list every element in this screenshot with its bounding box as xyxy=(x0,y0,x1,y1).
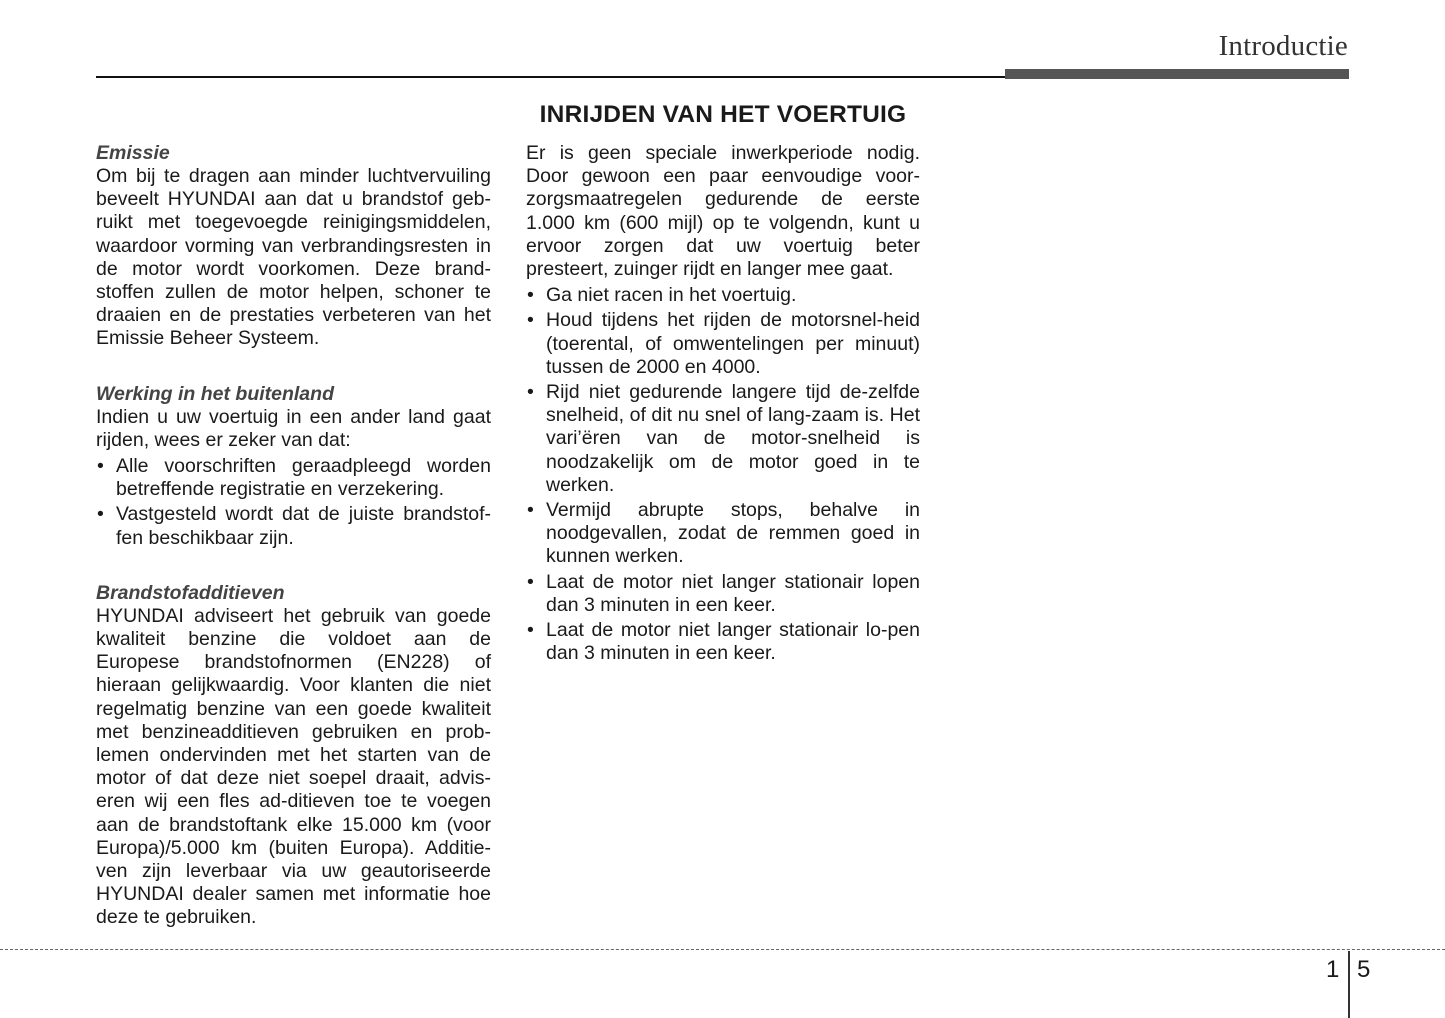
header-accent-bar xyxy=(1005,69,1349,79)
footer-page-divider xyxy=(1348,951,1350,1018)
list-item: • Houd tijdens het rijden de motorsnel-heid (toerental, of omwentelingen per minuut) tussen de 2000 en 4000. xyxy=(526,309,920,379)
section-paragraph-emissie: Om bij te dragen aan minder luchtvervuiling beveelt HYUNDAI aan dat u brandstof geb-ruikt met toegevoegde reinigingsmiddelen, waardoor vorming van verbrandingsresten in de motor wordt voorkomen. Deze brand-stoffen zullen de motor helpen, schoner te draaien en de prestaties verbeteren van het Emissie Beheer Systeem. xyxy=(96,165,491,350)
footer-dashed-rule xyxy=(0,949,1445,950)
inrijden-bullet-list xyxy=(526,284,920,665)
list-item: • Ga niet racen in het voertuig. xyxy=(526,284,920,307)
page-header-title: Introductie xyxy=(1218,30,1348,62)
list-item: • Vastgesteld wordt dat de juiste brandstof-fen beschikbaar zijn. xyxy=(96,503,491,549)
section-heading-brandstofadditieven: Brandstofadditieven xyxy=(96,581,285,604)
right-column xyxy=(526,100,920,667)
header-rule xyxy=(96,76,1006,78)
list-item: • Alle voorschriften geraadpleegd worden betreffende registratie en verzekering. xyxy=(96,455,491,501)
list-item: • Vermijd abrupte stops, behalve in noodgevallen, zodat de remmen goed in kunnen werken. xyxy=(526,499,920,569)
chapter-number: 1 xyxy=(1326,956,1340,983)
inrijden-intro-paragraph: Er is geen speciale inwerkperiode nodig. Door gewoon een paar eenvoudige voor-zorgsmaatregelen gedurende de eerste 1.000 km (600 mijl) op te volgendn, kunt u ervoor zorgen dat uw voertuig beter presteert, zuinger rijdt en langer mee gaat. xyxy=(526,142,920,281)
left-column xyxy=(96,141,491,930)
section-heading-emissie: Emissie xyxy=(96,142,170,164)
section-title-inrijden: INRIJDEN VAN HET VOERTUIG xyxy=(539,101,907,128)
section-paragraph-brandstofadditieven: HYUNDAI adviseert het gebruik van goede kwaliteit benzine die voldoet aan de Europese brandstofnormen (EN228) of hieraan gelijkwaardig. Voor klanten die niet regelmatig benzine van een goede kwaliteit met benzineadditieven gebruiken en prob-lemen ondervinden met het starten van de motor of dat deze niet soepel draait, advis-eren wij een fles ad-ditieven toe te voegen aan de brandstoftank elke 15.000 km (voor Europa)/5.000 km (buiten Europa). Additie-ven zijn leverbaar via uw geautoriseerde HYUNDAI dealer samen met informatie hoe deze te gebruiken. xyxy=(96,604,491,929)
list-item: • Rijd niet gedurende langere tijd de-zelfde snelheid, of dit nu snel of lang-zaam is. Het vari’ëren van de motor-snelheid is noodzakelijk om de motor goed in te werken. xyxy=(526,381,920,497)
section-heading-buitenland: Werking in het buitenland xyxy=(96,382,334,405)
page-number: 5 xyxy=(1357,956,1371,983)
list-item: • Laat de motor niet langer stationair lo-pen dan 3 minuten in een keer. xyxy=(526,619,920,665)
list-item: • Laat de motor niet langer stationair lopen dan 3 minuten in een keer. xyxy=(526,571,920,617)
section-paragraph-buitenland: Indien u uw voertuig in een ander land gaat rijden, wees er zeker van dat: xyxy=(96,405,491,451)
buitenland-bullet-list xyxy=(96,455,491,550)
